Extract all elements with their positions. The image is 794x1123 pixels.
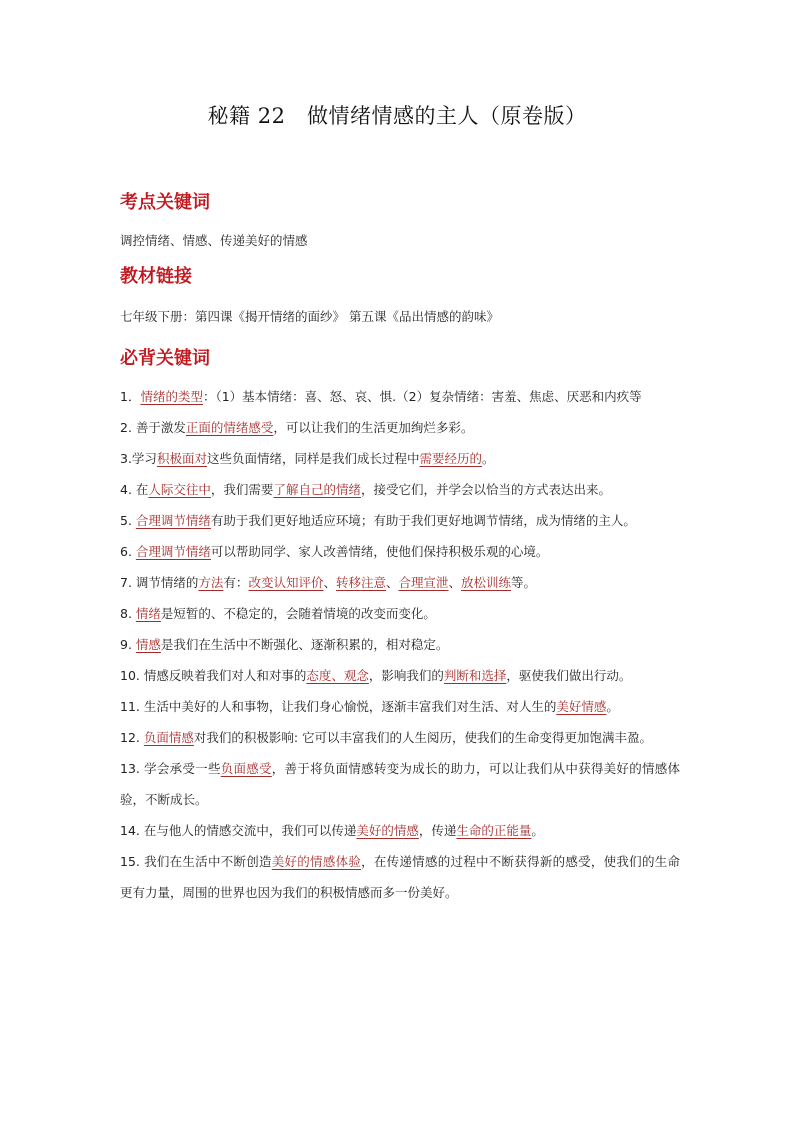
- key-phrase: 方法: [198, 575, 224, 590]
- key-phrase: 改变认知评价: [248, 575, 324, 590]
- key-phrase: 美好的情感体验: [271, 854, 362, 869]
- keyword-item: [120, 536, 680, 567]
- item-text: ：（1）基本情绪：喜、怒、哀、惧.（2）复杂情绪：害羞、焦虑、厌恶和内疚等: [202, 389, 642, 404]
- key-phrase: 态度、观念: [306, 668, 369, 683]
- keyword-item: [120, 505, 680, 536]
- item-text: 12.: [120, 730, 144, 745]
- keyword-list: [120, 381, 680, 908]
- key-phrase: 放松训练: [461, 575, 512, 590]
- key-phrase: 美好的情感: [356, 823, 419, 838]
- textbook-heading: 教材链接: [120, 266, 192, 287]
- key-phrase: 正面的情绪感受: [185, 420, 274, 435]
- item-text: 9.: [120, 637, 136, 652]
- keyword-item: [120, 660, 680, 691]
- key-phrase: 合理调节情绪: [135, 513, 211, 528]
- item-text: 。: [606, 699, 619, 714]
- item-text: ，我们需要: [210, 482, 274, 497]
- item-text: 、: [448, 575, 462, 590]
- keyword-item: [120, 474, 680, 505]
- keyword-item: [120, 815, 680, 846]
- keywords-text: 调控情绪、情感、传递美好的情感: [120, 233, 308, 248]
- key-phrase: 美好情感: [556, 699, 607, 714]
- key-phrase: 生命的正能量: [456, 823, 532, 838]
- item-text: 是短暂的、不稳定的，会随着情境的改变而变化。: [160, 606, 436, 621]
- item-text: 13. 学会承受一些: [120, 761, 221, 776]
- item-text: 5.: [120, 513, 136, 528]
- key-phrase: 转移注意: [335, 575, 386, 590]
- item-text: 等。: [511, 575, 537, 590]
- item-text: 6.: [120, 544, 136, 559]
- keyword-item: [120, 722, 680, 753]
- keyword-item: [120, 598, 680, 629]
- keyword-item: [120, 443, 680, 474]
- item-text: 、: [323, 575, 336, 590]
- item-text: 有助于我们更好地适应环境；有助于我们更好地调节情绪，成为情绪的主人。: [210, 513, 636, 528]
- item-text: 。: [481, 451, 495, 466]
- item-text: 8.: [120, 606, 136, 621]
- keyword-item: [120, 753, 680, 815]
- key-phrase: 人际交往中: [148, 482, 211, 497]
- keyword-item: [120, 629, 680, 660]
- key-phrase: 判断和选择: [443, 668, 507, 683]
- item-text: 14. 在与他人的情感交流中，我们可以传递: [120, 823, 357, 838]
- item-text: 对我们的积极影响: 它可以丰富我们的人生阅历，使我们的生命变得更加饱满丰盈。: [193, 730, 653, 745]
- item-text: 是我们在生活中不断强化、逐渐积累的，相对稳定。: [160, 637, 449, 652]
- textbook-text: 七年级下册：第四课《揭开情绪的面纱》 第五课《品出情感的韵味》: [120, 309, 499, 324]
- item-text: ，驱使我们做出行动。: [506, 668, 632, 683]
- item-text: 7. 调节情绪的: [120, 575, 199, 590]
- item-text: 这些负面情绪，同样是我们成长过程中: [206, 451, 420, 466]
- keyword-item: [120, 567, 680, 598]
- key-phrase: 负面情感: [143, 730, 194, 745]
- key-phrase: 情感: [135, 637, 161, 652]
- item-text: 2. 善于激发: [120, 420, 186, 435]
- item-text: 4. 在: [120, 482, 149, 497]
- item-text: ，善于将负面情感转变为成长的助力，可以让我们从中获得美好的情感体验，不断成长。: [120, 761, 680, 807]
- key-phrase: 需要经历的: [419, 451, 482, 466]
- memorize-heading: 必背关键词: [120, 348, 210, 369]
- item-text: 可以帮助同学、家人改善情绪，使他们保持积极乐观的心境。: [210, 544, 549, 559]
- item-text: 、: [385, 575, 399, 590]
- item-text: 3.学习: [120, 451, 157, 466]
- item-text: ，传递: [418, 823, 457, 838]
- keyword-item: [120, 846, 680, 908]
- item-text: 15. 我们在生活中不断创造: [120, 854, 272, 869]
- document-title: 秘籍 22 做情绪情感的主人（原卷版）: [207, 104, 587, 128]
- key-phrase: 合理调节情绪: [135, 544, 211, 559]
- keyword-item: [120, 691, 680, 722]
- item-text: 10. 情感反映着我们对人和对事的: [120, 668, 307, 683]
- key-phrase: 负面感受: [220, 761, 272, 776]
- item-text: ，影响我们的: [368, 668, 444, 683]
- key-phrase: 合理宣泄: [398, 575, 449, 590]
- keyword-item: [120, 381, 680, 412]
- key-phrase: 积极面对: [156, 451, 207, 466]
- keywords-heading: 考点关键词: [120, 192, 210, 213]
- keyword-item: [120, 412, 680, 443]
- item-text: ，在传递情感的过程中不断获得新的感受，使我们的生命更有力量，周围的世界也因为我们的积极情感而多一份美好。: [120, 854, 680, 900]
- item-text: ，接受它们，并学会以恰当的方式表达出来。: [360, 482, 611, 497]
- item-text: 有：: [223, 575, 249, 590]
- item-text: ，可以让我们的生活更加绚烂多彩。: [273, 420, 474, 435]
- item-text: 11. 生活中美好的人和事物，让我们身心愉悦，逐渐丰富我们对生活、对人生的: [120, 699, 557, 714]
- key-phrase: 情绪的类型: [140, 389, 203, 404]
- item-text: 1．: [120, 389, 141, 404]
- key-phrase: 情绪: [135, 606, 161, 621]
- key-phrase: 了解自己的情绪: [273, 482, 361, 497]
- item-text: 。: [531, 823, 544, 838]
